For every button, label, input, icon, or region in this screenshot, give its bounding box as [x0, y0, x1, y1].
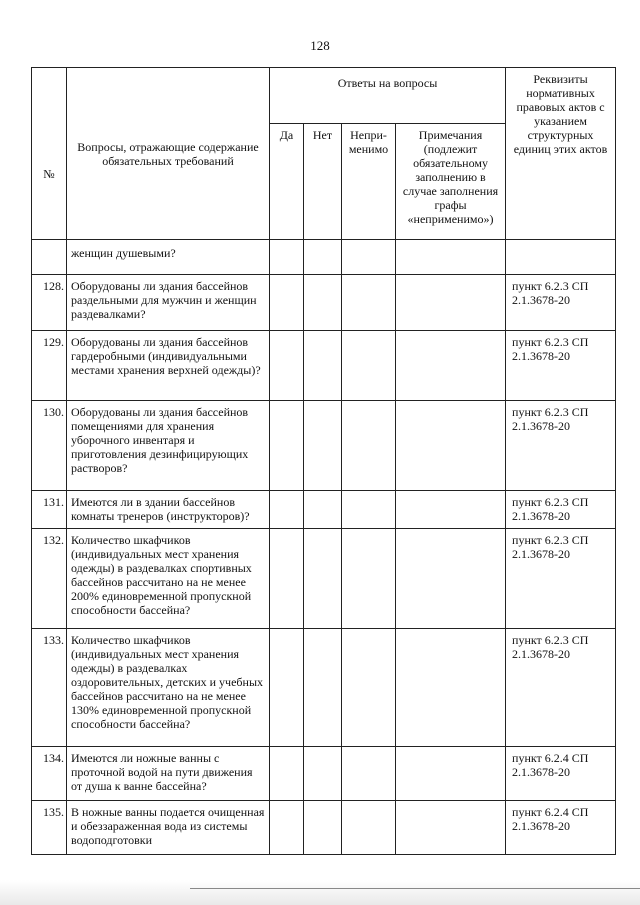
cell-not-applicable	[342, 491, 396, 529]
cell-number: 132.	[32, 529, 67, 629]
cell-question: В ножные ванны подается очищенная и обеззараженная вода из системы водоподготовки	[67, 801, 270, 855]
cell-yes	[270, 629, 304, 747]
cell-notes	[396, 491, 506, 529]
header-notes: Примечания (подлежит обязательному заполнению в случае заполнения графы «неприменимо»)	[396, 124, 506, 240]
cell-no	[304, 240, 342, 275]
cell-question: Количество шкафчиков (индивидуальных мест хранения одежды) в раздевалках оздоровительных, детских и учебных бассейнов рассчитано на не менее 130% единовременной пропускной способности бассейна?	[67, 629, 270, 747]
cell-requisites: пункт 6.2.3 СП 2.1.3678-20	[506, 491, 616, 529]
cell-yes	[270, 331, 304, 401]
cell-yes	[270, 747, 304, 801]
table-row	[32, 629, 616, 747]
cell-not-applicable	[342, 801, 396, 855]
cell-not-applicable	[342, 529, 396, 629]
cell-number: 135.	[32, 801, 67, 855]
cell-number: 131.	[32, 491, 67, 529]
cell-number	[32, 240, 67, 275]
cell-requisites: пункт 6.2.3 СП 2.1.3678-20	[506, 401, 616, 491]
cell-requisites: пункт 6.2.3 СП 2.1.3678-20	[506, 275, 616, 331]
cell-yes	[270, 240, 304, 275]
cell-no	[304, 747, 342, 801]
cell-notes	[396, 240, 506, 275]
cell-number: 133.	[32, 629, 67, 747]
header-no: Нет	[304, 124, 342, 240]
cell-question: Оборудованы ли здания бассейнов помещениями для хранения уборочного инвентаря и приготовления дезинфицирующих растворов?	[67, 401, 270, 491]
cell-no	[304, 529, 342, 629]
cell-notes	[396, 747, 506, 801]
header-question: Вопросы, отражающие содержание обязательных требований	[67, 68, 270, 240]
cell-yes	[270, 491, 304, 529]
cell-requisites: пункт 6.2.3 СП 2.1.3678-20	[506, 629, 616, 747]
table-row	[32, 491, 616, 529]
cell-no	[304, 491, 342, 529]
header-answers: Ответы на вопросы	[270, 68, 506, 124]
table-row	[32, 331, 616, 401]
cell-yes	[270, 801, 304, 855]
cell-requisites	[506, 240, 616, 275]
cell-requisites: пункт 6.2.4 СП 2.1.3678-20	[506, 801, 616, 855]
cell-question: женщин душевыми?	[67, 240, 270, 275]
cell-no	[304, 331, 342, 401]
cell-question: Оборудованы ли здания бассейнов гардеробными (индивидуальными местами хранения верхней одежды)?	[67, 331, 270, 401]
table-row	[32, 275, 616, 331]
header-not-applicable: Непри-менимо	[342, 124, 396, 240]
cell-notes	[396, 629, 506, 747]
cell-not-applicable	[342, 747, 396, 801]
cell-notes	[396, 275, 506, 331]
cell-no	[304, 801, 342, 855]
cell-number: 134.	[32, 747, 67, 801]
cell-notes	[396, 529, 506, 629]
scan-edge-shadow	[0, 880, 640, 905]
cell-question: Количество шкафчиков (индивидуальных мест хранения одежды) в раздевалках спортивных бассейнов рассчитано на не менее 200% единовременной пропускной способности бассейна?	[67, 529, 270, 629]
header-yes: Да	[270, 124, 304, 240]
table-row	[32, 801, 616, 855]
cell-question: Имеются ли ножные ванны с проточной водой на пути движения от душа к ванне бассейна?	[67, 747, 270, 801]
cell-no	[304, 275, 342, 331]
cell-notes	[396, 801, 506, 855]
checklist-table	[31, 67, 616, 855]
cell-not-applicable	[342, 629, 396, 747]
page-number: 128	[310, 38, 330, 53]
cell-requisites: пункт 6.2.3 СП 2.1.3678-20	[506, 529, 616, 629]
cell-not-applicable	[342, 240, 396, 275]
cell-not-applicable	[342, 401, 396, 491]
cell-number: 130.	[32, 401, 67, 491]
table-row	[32, 401, 616, 491]
header-number: №	[32, 68, 67, 240]
table-row	[32, 747, 616, 801]
cell-yes	[270, 401, 304, 491]
cell-requisites: пункт 6.2.4 СП 2.1.3678-20	[506, 747, 616, 801]
cell-number: 128.	[32, 275, 67, 331]
header-requisites: Реквизиты нормативных правовых актов с указанием структурных единиц этих актов	[506, 68, 616, 240]
table-row	[32, 240, 616, 275]
cell-no	[304, 401, 342, 491]
cell-number: 129.	[32, 331, 67, 401]
cell-yes	[270, 275, 304, 331]
cell-question: Оборудованы ли здания бассейнов раздельными для мужчин и женщин раздевалками?	[67, 275, 270, 331]
cell-notes	[396, 401, 506, 491]
cell-notes	[396, 331, 506, 401]
cell-question: Имеются ли в здании бассейнов комнаты тренеров (инструкторов)?	[67, 491, 270, 529]
cell-yes	[270, 529, 304, 629]
scan-edge-line	[190, 888, 640, 889]
cell-not-applicable	[342, 275, 396, 331]
cell-no	[304, 629, 342, 747]
cell-not-applicable	[342, 331, 396, 401]
cell-requisites: пункт 6.2.3 СП 2.1.3678-20	[506, 331, 616, 401]
table-row	[32, 529, 616, 629]
